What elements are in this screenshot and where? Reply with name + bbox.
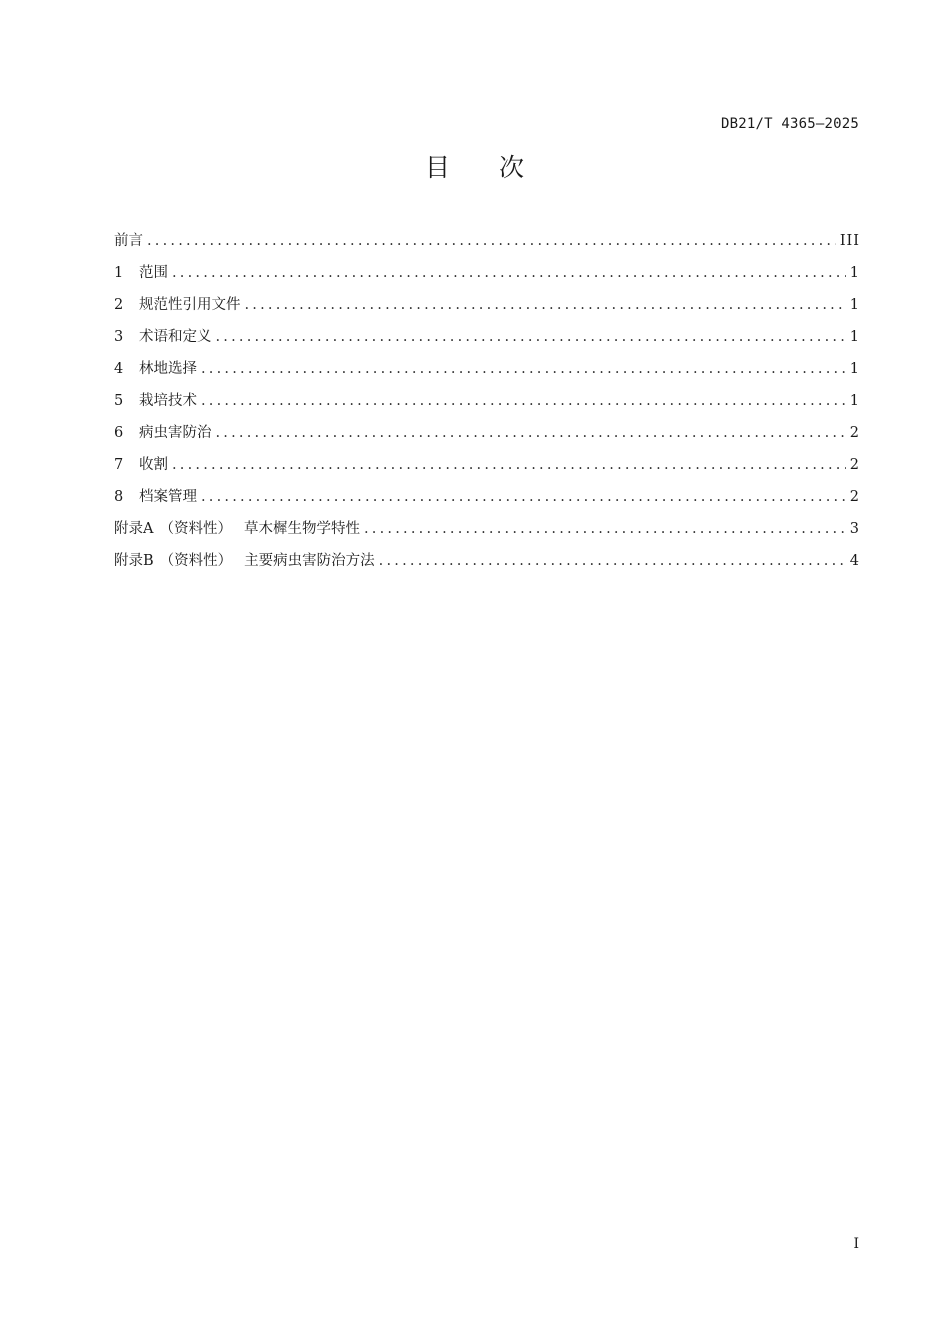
- toc-entry-site-selection[interactable]: [114, 357, 860, 389]
- appendix-type: （资料性）: [159, 521, 232, 537]
- toc-entry-label: 前言: [114, 233, 143, 249]
- toc-entry-appendix-a[interactable]: [114, 517, 860, 549]
- toc-page-number: 2: [849, 489, 860, 505]
- toc-page-number: 1: [849, 297, 860, 313]
- toc-entry-cultivation[interactable]: [114, 389, 860, 421]
- appendix-title: 草木樨生物学特性: [243, 521, 360, 537]
- toc-section-number: 6: [114, 425, 124, 441]
- toc-dot-leader: [216, 329, 846, 345]
- toc-dot-leader: [147, 233, 836, 249]
- toc-entry-foreword[interactable]: [114, 229, 860, 261]
- toc-dot-leader: [172, 457, 846, 473]
- toc-entry-label: 范围: [139, 265, 168, 281]
- appendix-prefix: 附录B: [114, 553, 154, 569]
- page-title: [0, 148, 950, 184]
- toc-entry-label: 规范性引用文件: [139, 297, 241, 313]
- toc-entry-label: 病虫害防治: [139, 425, 212, 441]
- toc-section-number: 1: [114, 265, 124, 281]
- toc-entry-label: 收割: [139, 457, 168, 473]
- toc-entry-normative-references[interactable]: [114, 293, 860, 325]
- toc-dot-leader: [201, 489, 846, 505]
- toc-entry-label: 林地选择: [139, 361, 197, 377]
- toc-dot-leader: [245, 297, 846, 313]
- toc-entry-label: 栽培技术: [139, 393, 197, 409]
- page-title-char-2: 次: [499, 153, 526, 182]
- toc-section-number: 5: [114, 393, 124, 409]
- page-title-char-1: 目: [424, 153, 451, 182]
- toc-entry-label: [114, 549, 375, 570]
- toc-entry-records[interactable]: [114, 485, 860, 517]
- toc-entry-terms-definitions[interactable]: [114, 325, 860, 357]
- toc-section-number: 3: [114, 329, 124, 345]
- toc-entry-appendix-b[interactable]: [114, 549, 860, 581]
- toc-page-number: 2: [849, 425, 860, 441]
- toc-entry-label: [114, 517, 360, 538]
- toc-section-number: 8: [114, 489, 124, 505]
- toc-entry-label: 术语和定义: [139, 329, 212, 345]
- toc-page-number: 3: [849, 521, 860, 537]
- toc-page-number: 1: [849, 329, 860, 345]
- toc-dot-leader: [379, 553, 846, 569]
- toc-dot-leader: [201, 393, 846, 409]
- toc-page-number: 4: [849, 553, 860, 569]
- appendix-type: （资料性）: [159, 553, 233, 569]
- toc-page-number: 1: [849, 393, 860, 409]
- toc-page-number: 1: [849, 361, 860, 377]
- toc-page-number: 2: [849, 457, 860, 473]
- toc-dot-leader: [216, 425, 846, 441]
- toc-dot-leader: [172, 265, 846, 281]
- table-of-contents: [114, 229, 860, 581]
- toc-entry-scope[interactable]: [114, 261, 860, 293]
- toc-section-number: 2: [114, 297, 124, 313]
- toc-section-number: 7: [114, 457, 124, 473]
- toc-entry-harvest[interactable]: [114, 453, 860, 485]
- document-code: DB21/T 4365—2025: [720, 116, 859, 132]
- toc-dot-leader: [201, 361, 846, 377]
- toc-page-number: 1: [849, 265, 860, 281]
- toc-dot-leader: [364, 521, 846, 537]
- page-number: I: [853, 1236, 859, 1252]
- toc-entry-pest-control[interactable]: [114, 421, 860, 453]
- toc-page-number: III: [839, 233, 860, 249]
- toc-section-number: 4: [114, 361, 124, 377]
- appendix-prefix: 附录A: [114, 521, 154, 537]
- toc-entry-label: 档案管理: [139, 489, 197, 505]
- appendix-title: 主要病虫害防治方法: [244, 553, 375, 569]
